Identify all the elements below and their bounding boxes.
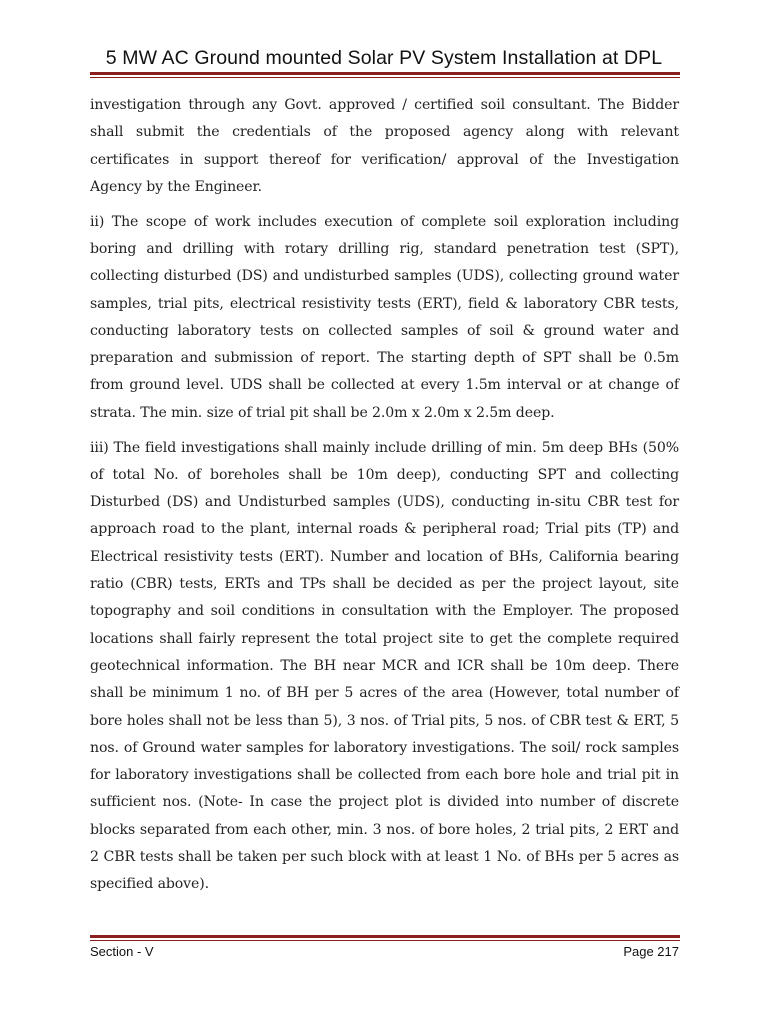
footer-page-number: Page 217 xyxy=(623,944,679,959)
footer-rule-thick xyxy=(90,935,680,938)
footer-rule-thin xyxy=(90,940,680,941)
footer-section-label: Section - V xyxy=(90,944,154,959)
page-header-title: 5 MW AC Ground mounted Solar PV System Installation at DPL xyxy=(105,47,663,69)
paragraph-continuation: investigation through any Govt. approved / certified soil consultant. The Bidder shall submit the credentials of the proposed agency along with relevant certificates in support thereof for verification/ approval of the Investigation Agency by the Engineer. xyxy=(90,97,679,195)
document-body xyxy=(90,92,679,906)
header-rule-thick xyxy=(90,72,680,75)
header-rule-thin xyxy=(90,77,680,78)
paragraph-ii: ii) The scope of work includes execution of complete soil exploration including boring and drilling with rotary drilling rig, standard penetration test (SPT), collecting disturbed (DS) and undisturbed samples (UDS), collecting ground water samples, trial pits, electrical resistivity tests (ERT), field & laboratory CBR tests, conducting laboratory tests on collected samples of soil & ground water and preparation and submission of report. The starting depth of SPT shall be 0.5m from ground level. UDS shall be collected at every 1.5m interval or at change of strata. The min. size of trial pit shall be 2.0m x 2.0m x 2.5m deep. xyxy=(90,213,679,421)
paragraph-iii: iii) The field investigations shall mainly include drilling of min. 5m deep BHs (50% of total No. of boreholes shall be 10m deep), conducting SPT and collecting Disturbed (DS) and Undisturbed samples (UDS), conducting in-situ CBR test for approach road to the plant, internal roads & peripheral road; Trial pits (TP) and Electrical resistivity tests (ERT). Number and location of BHs, California bearing ratio (CBR) tests, ERTs and TPs shall be decided as per the project layout, site topography and soil conditions in consultation with the Employer. The proposed locations shall fairly represent the total project site to get the complete required geotechnical information. The BH near MCR and ICR shall be 10m deep. There shall be minimum 1 no. of BH per 5 acres of the area (However, total number of bore holes shall not be less than 5), 3 nos. of Trial pits, 5 nos. of CBR test & ERT, 5 nos. of Ground water samples for laboratory investigations. The soil/ rock samples for laboratory investigations shall be collected from each bore hole and trial pit in sufficient nos. (Note- In case the project plot is divided into number of discrete blocks separated from each other, min. 3 nos. of bore holes, 2 trial pits, 2 ERT and 2 CBR tests shall be taken per such block with at least 1 No. of BHs per 5 acres as specified above). xyxy=(90,439,679,893)
